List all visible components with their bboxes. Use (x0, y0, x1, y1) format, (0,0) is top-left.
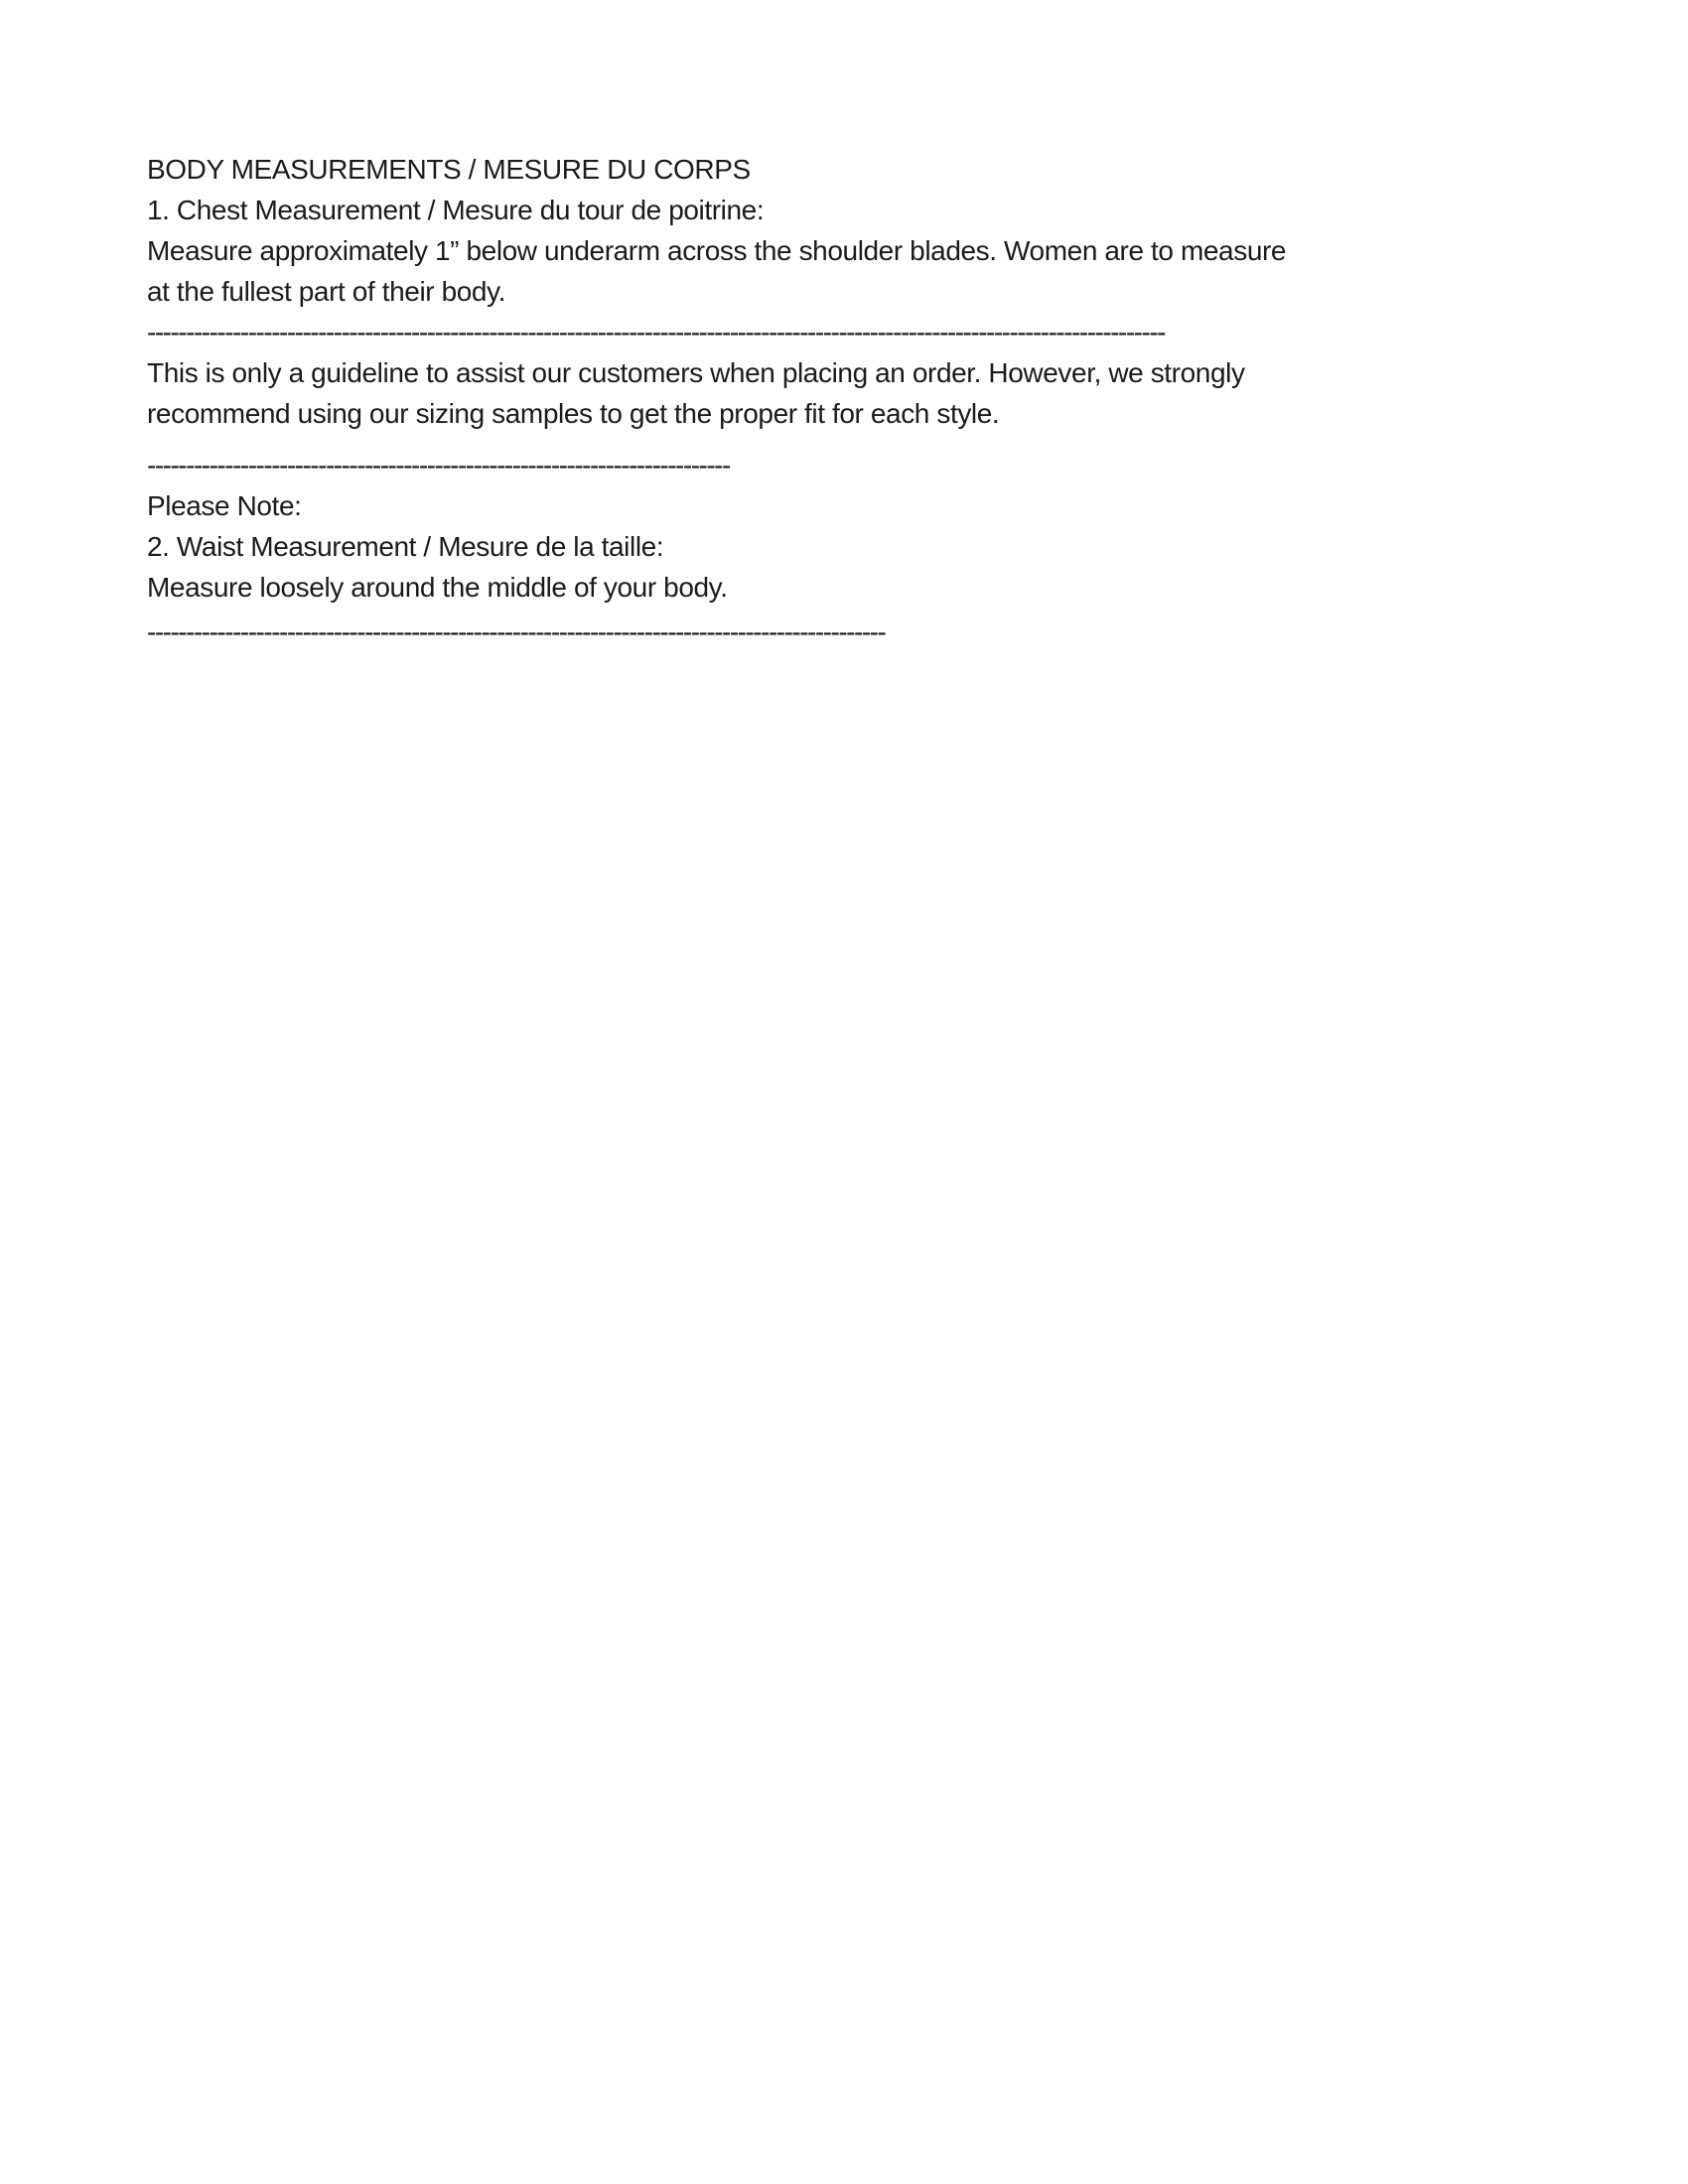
waist-measurement-heading: 2. Waist Measurement / Mesure de la taille: (147, 531, 664, 562)
separator-line-2: --------------------------------------------------------------------------- (147, 450, 730, 480)
chest-measurement-heading: 1. Chest Measurement / Mesure du tour de poitrine: (147, 195, 765, 225)
guideline-note-line-2: recommend using our sizing samples to get the proper fit for each style. (147, 398, 1000, 429)
chest-measurement-instructions-line-2: at the fullest part of their body. (147, 276, 505, 307)
waist-measurement-instructions: Measure loosely around the middle of your body. (147, 572, 728, 603)
page-title: BODY MEASUREMENTS / MESURE DU CORPS (147, 154, 751, 185)
guideline-note-line-1: This is only a guideline to assist our customers when placing an order. However, we strongly (147, 357, 1245, 388)
separator-line-1: ----------------------------------------------------------------------------------------------------------------------------------- (147, 317, 1165, 347)
chest-measurement-instructions-line-1: Measure approximately 1” below underarm across the shoulder blades. Women are to measure (147, 235, 1287, 266)
please-note-label: Please Note: (147, 490, 302, 521)
separator-line-3: ----------------------------------------------------------------------------------------------- (147, 616, 886, 647)
